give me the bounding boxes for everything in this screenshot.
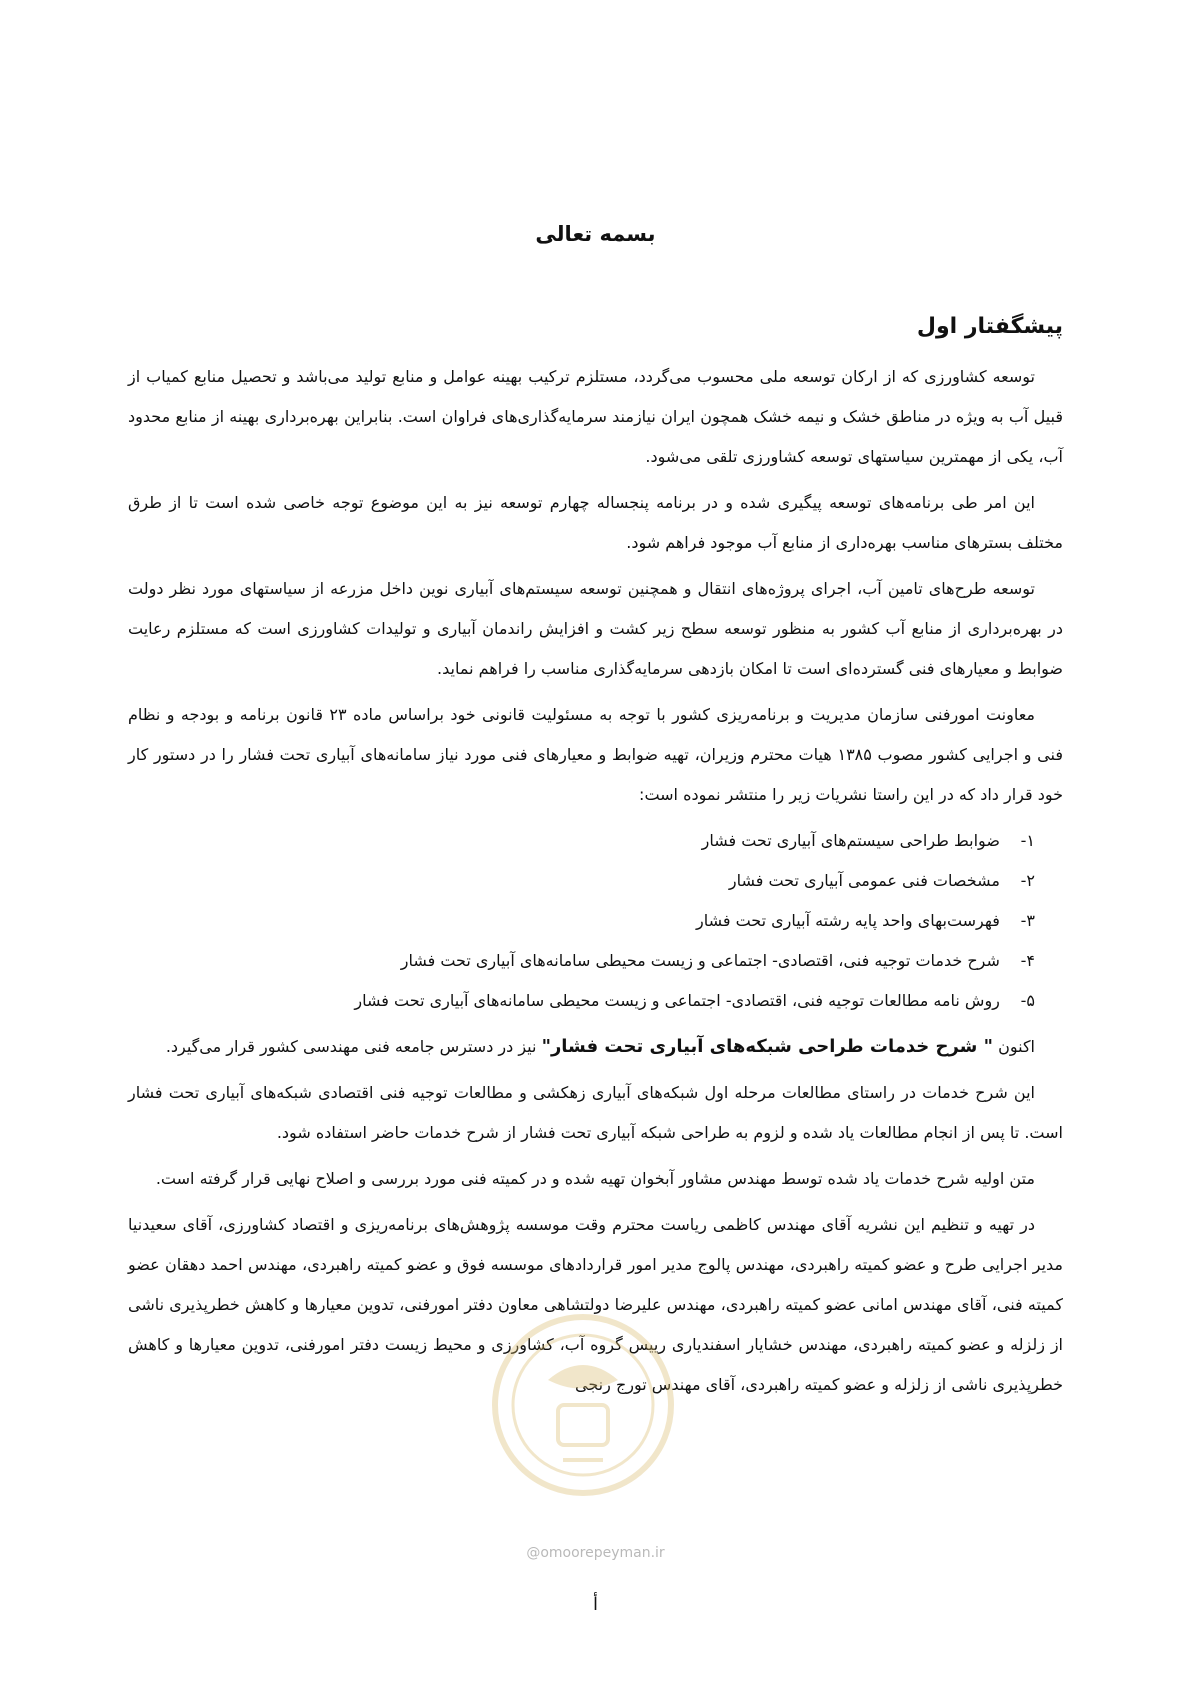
announcement-title: " شرح خدمات طراحی شبکه‌های آبیاری تحت فشار" [541, 1036, 993, 1057]
paragraph: این امر طی برنامه‌های توسعه پیگیری شده و در برنامه پنجساله چهارم توسعه نیز به این موضوع توجه خاصی شده است تا از طرق مختلف بسترهای مناسب بهره‌داری از منابع آب موجود فراهم شود. [128, 493, 1063, 552]
publications-list [128, 821, 1063, 1021]
paragraph: توسعه طرح‌های تامین آب، اجرای پروژه‌های انتقال و همچنین توسعه سیستم‌های آبیاری نوین داخل مزرعه از سیاستهای مورد نظر دولت در بهره‌برداری از منابع آب کشور به منظور توسعه سطح زیر کشت و افزایش راندمان آبیاری و تولیدات کشاورزی است که مستلزم رعایت ضوابط و معیارهای فنی گسترده‌ای است تا امکان بازدهی سرمایه‌گذاری مناسب را فراهم نماید. [128, 579, 1063, 678]
watermark-url: @omoorepeyman.ir [526, 1545, 665, 1561]
section-title: پیشگفتار اول [916, 314, 1063, 339]
list-text: ضوابط طراحی سیستم‌های آبیاری تحت فشار [701, 831, 1000, 850]
list-number: ۲- [1020, 871, 1035, 890]
list-item [128, 861, 1063, 901]
page-number: أ [592, 1594, 598, 1615]
paragraph: متن اولیه شرح خدمات یاد شده توسط مهندس مشاور آبخوان تهیه شده و در کمیته فنی مورد بررسی و اصلاح نهایی قرار گرفته است. [155, 1169, 1035, 1188]
document-body [128, 357, 1063, 1411]
list-text: مشخصات فنی عمومی آبیاری تحت فشار [728, 871, 1000, 890]
list-item [128, 901, 1063, 941]
paragraph: معاونت امورفنی سازمان مدیریت و برنامه‌ریزی کشور با توجه به مسئولیت قانونی خود براساس ماده ۲۳ قانون برنامه و بودجه و نظام فنی و اجرایی کشور مصوب ۱۳۸۵ هیات محترم وزیران، تهیه ضوابط و معیارهای فنی مورد نیاز سامانه‌های آبیاری تحت فشار را در دستور کار خود قرار داد که در این راستا نشریات زیر را منتشر نموده است: [128, 705, 1063, 804]
paragraph: توسعه کشاورزی که از ارکان توسعه ملی محسوب می‌گردد، مستلزم ترکیب بهینه عوامل و منابع تولید می‌باشد و تحصیل منابع کمیاب از قبیل آب به ویژه در مناطق خشک و نیمه خشک همچون ایران نیازمند سرمایه‌گذاری‌های فراوان است. بنابراین بهره‌برداری بهینه از منابع محدود آب، یکی از مهمترین سیاستهای توسعه کشاورزی تلقی می‌شود. [128, 367, 1063, 466]
list-number: ۳- [1020, 911, 1035, 930]
list-number: ۱- [1020, 831, 1035, 850]
watermark-logo-icon [488, 1310, 678, 1500]
basmala-heading: بسمه تعالی [535, 222, 656, 246]
announcement-prefix: اکنون [998, 1037, 1035, 1056]
acknowledgement-paragraph: در تهیه و تنظیم این نشریه آقای مهندس کاظمی ریاست محترم وقت موسسه پژوهش‌های برنامه‌ریزی و اقتصاد کشاورزی، آقای سعیدنیا مدیر اجرایی طرح و عضو کمیته راهبردی، مهندس پالوج مدیر امور قراردادهای موسسه فوق و عضو کمیته راهبردی، مهندس احمد دهقان عضو کمیته فنی، آقای مهندس امانی عضو کمیته راهبردی، مهندس علیرضا دولتشاهی معاون دفتر امورفنی، تدوین معیارها و کاهش خطرپذیری ناشی از زلزله و عضو کمیته راهبردی، مهندس خشایار اسفندیاری رییس گروه آب، کشاورزی و محیط زیست دفتر امورفنی، تدوین معیارها و کاهش خطرپذیری ناشی از زلزله و عضو کمیته راهبردی، آقای مهندس تورج رنجی [128, 1215, 1063, 1394]
list-number: ۵- [1020, 991, 1035, 1010]
list-item [128, 981, 1063, 1021]
list-text: فهرست‌بهای واحد پایه رشته آبیاری تحت فشار [695, 911, 1000, 930]
list-item [128, 941, 1063, 981]
list-item [128, 821, 1063, 861]
paragraph: این شرح خدمات در راستای مطالعات مرحله اول شبکه‌های آبیاری زهکشی و مطالعات توجیه فنی اقتصادی شبکه‌های آبیاری تحت فشار است. تا پس از انجام مطالعات یاد شده و لزوم به طراحی شبکه آبیاری تحت فشار از شرح خدمات حاضر استفاده شود. [128, 1083, 1063, 1142]
list-number: ۴- [1020, 951, 1035, 970]
announcement-suffix: نیز در دسترس جامعه فنی مهندسی کشور قرار می‌گیرد. [165, 1037, 537, 1056]
list-text: شرح خدمات توجیه فنی، اقتصادی- اجتماعی و زیست محیطی سامانه‌های آبیاری تحت فشار [400, 951, 1000, 970]
list-text: روش نامه مطالعات توجیه فنی، اقتصادی- اجتماعی و زیست محیطی سامانه‌های آبیاری تحت فشار [354, 991, 1000, 1010]
announcement-paragraph [128, 1027, 1063, 1067]
